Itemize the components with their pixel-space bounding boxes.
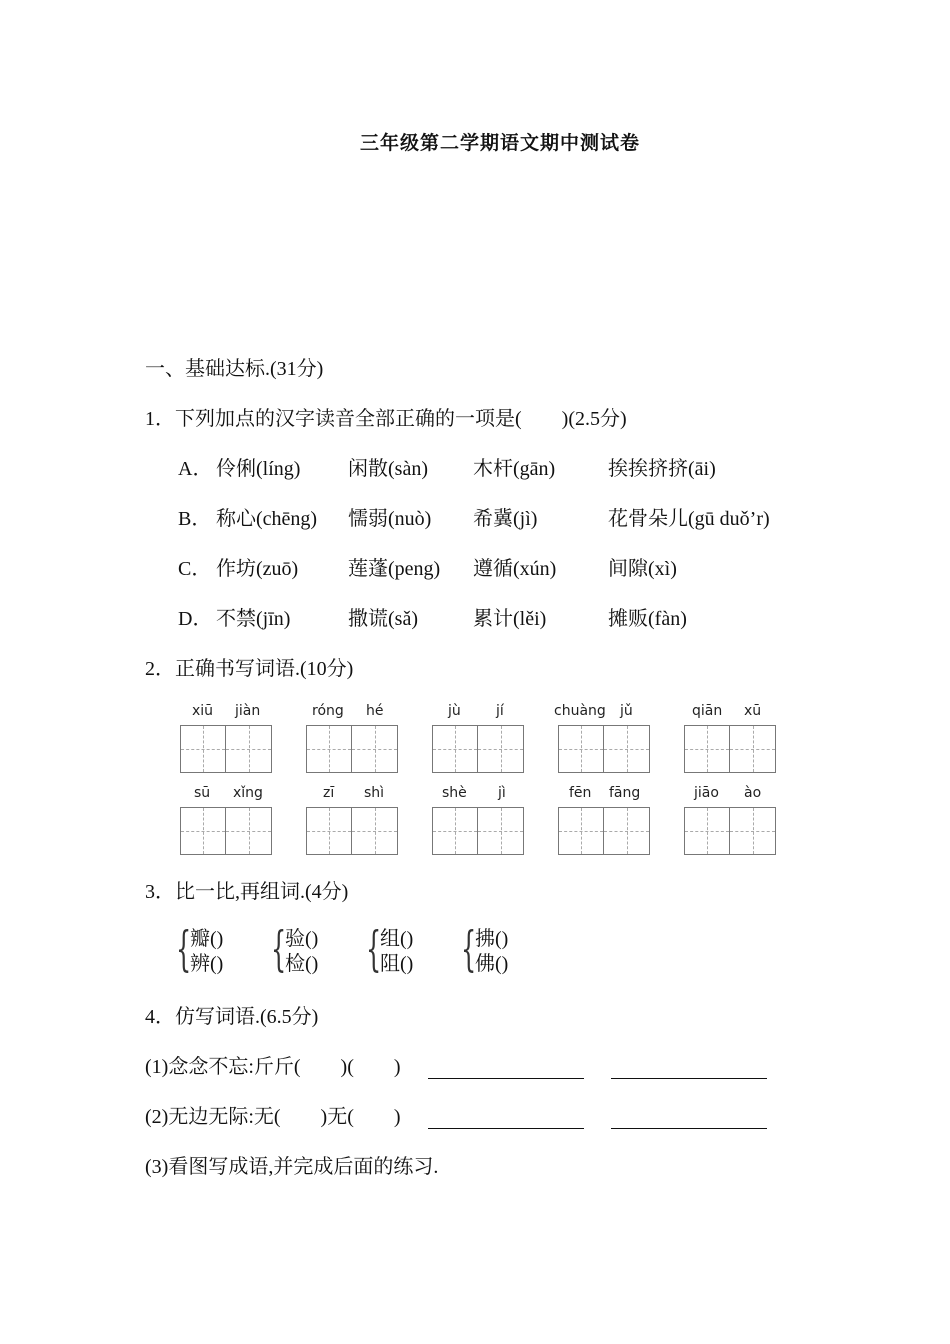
pinyin-syllable: xū (744, 703, 762, 719)
pinyin-syllable: jǔ (620, 703, 633, 719)
option-a-item: 木杆(gān) (473, 458, 556, 480)
compare-bottom[interactable]: 阻() (380, 953, 414, 975)
compare-bottom[interactable]: 检() (285, 953, 319, 975)
brace-icon: { (461, 921, 477, 977)
option-d-item: 撒谎(sǎ) (348, 608, 418, 630)
imitation-prompt: (2)无边无际:无( )无( ) (145, 1106, 401, 1128)
compare-top[interactable]: 组() (380, 928, 414, 950)
option-a-item: 挨挨挤挤(āi) (608, 458, 716, 480)
option-d-item: 摊贩(fàn) (608, 608, 687, 630)
option-a-item: 伶俐(líng) (216, 458, 301, 480)
option-c-letter: C． (178, 558, 212, 580)
pinyin-syllable: xiū (192, 703, 214, 719)
pinyin-syllable: jì (498, 785, 506, 801)
pinyin-syllable: jí (496, 703, 504, 719)
imitation-line-3: (3)看图写成语,并完成后面的练习. (145, 1156, 439, 1178)
pinyin-syllable: fāng (609, 785, 641, 801)
section-heading: 一、基础达标.(31分) (145, 358, 324, 380)
compare-top[interactable]: 验() (285, 928, 319, 950)
answer-blank[interactable] (428, 1058, 584, 1079)
answer-blank[interactable] (611, 1108, 767, 1129)
option-d-letter: D． (178, 608, 213, 630)
compare-top[interactable]: 拂() (475, 928, 509, 950)
option-c-item: 遵循(xún) (473, 558, 557, 580)
option-c-item: 莲蓬(peng) (348, 558, 441, 580)
compare-bottom[interactable]: 辨() (190, 953, 224, 975)
question-1-label: 1．下列加点的汉字读音全部正确的一项是( )(2.5分) (145, 408, 627, 430)
option-b-item: 懦弱(nuò) (348, 508, 432, 530)
pinyin-syllable: zī (323, 785, 335, 801)
answer-blank[interactable] (611, 1058, 767, 1079)
option-d-item: 累计(lěi) (473, 608, 547, 630)
pinyin-syllable: hé (366, 703, 384, 719)
pinyin-syllable: shì (364, 785, 385, 801)
option-a-item: 闲散(sàn) (348, 458, 428, 480)
pinyin-syllable: jiāo (694, 785, 719, 801)
page-title: 三年级第二学期语文期中测试卷 (359, 132, 640, 154)
compare-top[interactable]: 瓣() (190, 928, 224, 950)
question-2-label: 2．正确书写词语.(10分) (145, 658, 354, 680)
pinyin-syllable: xǐng (233, 785, 263, 801)
pinyin-syllable: qiān (692, 703, 723, 719)
option-b-item: 希冀(jì) (473, 508, 538, 530)
brace-icon: { (366, 921, 382, 977)
brace-icon: { (271, 921, 287, 977)
pinyin-syllable: jù (448, 703, 461, 719)
pinyin-syllable: sū (194, 785, 211, 801)
option-a-letter: A． (178, 458, 213, 480)
question-4-label: 4．仿写词语.(6.5分) (145, 1006, 319, 1028)
pinyin-syllable: jiàn (235, 703, 261, 719)
brace-icon: { (176, 921, 192, 977)
pinyin-syllable: fēn (569, 785, 592, 801)
option-b-item: 称心(chēng) (216, 508, 318, 530)
option-d-item: 不禁(jīn) (216, 608, 291, 630)
pinyin-syllable: ào (744, 785, 762, 801)
pinyin-syllable: shè (442, 785, 467, 801)
answer-blank[interactable] (428, 1108, 584, 1129)
pinyin-syllable: chuàng (554, 703, 606, 719)
option-c-item: 作坊(zuō) (216, 558, 299, 580)
option-b-letter: B． (178, 508, 212, 530)
imitation-line-1 (145, 1050, 767, 1079)
option-b-item: 花骨朵儿(gū duǒ’r) (608, 508, 770, 530)
imitation-prompt: (1)念念不忘:斤斤( )( ) (145, 1056, 401, 1078)
imitation-line-2 (145, 1100, 767, 1129)
pinyin-syllable: róng (312, 703, 344, 719)
compare-bottom[interactable]: 佛() (475, 953, 509, 975)
option-c-item: 间隙(xì) (608, 558, 677, 580)
question-3-label: 3．比一比,再组词.(4分) (145, 881, 349, 903)
